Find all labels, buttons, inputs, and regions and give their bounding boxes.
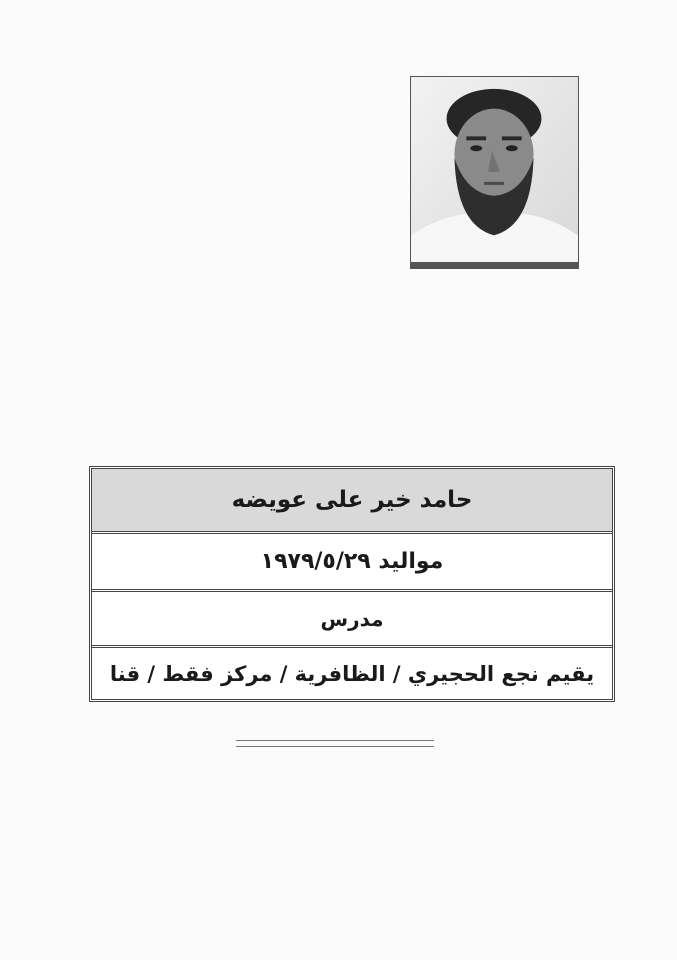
info-table [89,466,615,702]
occupation-row: مدرس [92,589,612,645]
portrait-image [411,77,578,268]
name-row: حامد خير على عويضه [92,469,612,531]
residence-row: يقيم نجع الحجيري / الظافرية / مركز فقط / قنا [92,645,612,699]
portrait-photo [410,76,579,269]
double-underline-divider [236,740,434,747]
birth-date-row: مواليد ١٩٧٩/٥/٢٩ [92,531,612,589]
